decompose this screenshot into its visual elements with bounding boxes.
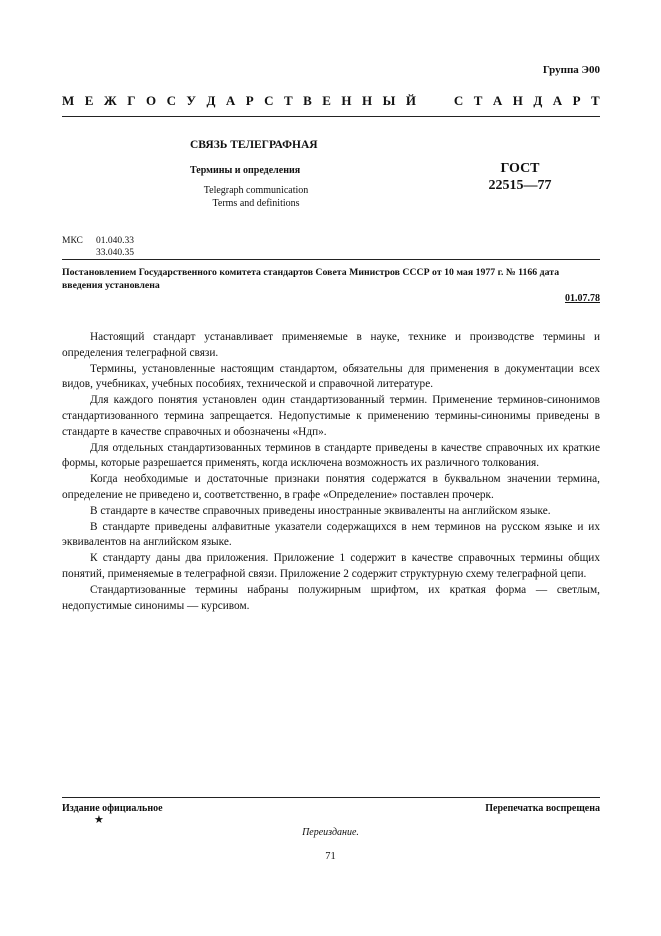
- effective-date: 01.07.78: [565, 293, 600, 304]
- footer-rule: [62, 797, 600, 798]
- banner-letter: Н: [341, 93, 352, 108]
- header-rule: [62, 116, 600, 117]
- banner-letter: С: [166, 93, 176, 108]
- banner-letter: Й: [405, 93, 416, 108]
- banner-letter: Р: [572, 93, 581, 108]
- mks-label: МКС: [62, 236, 83, 246]
- mks-code: 33.040.35: [96, 248, 134, 258]
- banner-letter: Г: [127, 93, 136, 108]
- banner-letter: Е: [322, 93, 331, 108]
- banner-letter: В: [303, 93, 312, 108]
- body-paragraph: Стандартизованные термины набраны полужирным шрифтом, их краткая форма — светлым, недопустимые синонимы — курсивом.: [62, 583, 600, 612]
- banner-letter: Т: [473, 93, 483, 108]
- page-number: 71: [325, 851, 336, 862]
- english-title-line2: Terms and definitions: [212, 198, 300, 209]
- banner-letter: А: [225, 93, 236, 108]
- banner-letter: Н: [362, 93, 373, 108]
- official-edition-label: Издание официальное: [62, 803, 163, 814]
- body-paragraph: В стандарте в качестве справочных приведены иностранные эквиваленты на английском языке.: [90, 504, 551, 517]
- banner-letter: Н: [512, 93, 523, 108]
- mks-code: 01.040.33: [96, 236, 134, 246]
- banner-letter: Ы: [382, 93, 396, 108]
- body-paragraph: Термины, установленные настоящим стандартом, обязательны для применения в документации всех видов, учебниках, учебных пособиях, технической и справочной литературе.: [62, 362, 600, 391]
- banner-letter: У: [186, 93, 196, 108]
- english-title-line1: Telegraph communication: [203, 185, 309, 196]
- banner-letter: А: [552, 93, 563, 108]
- banner-letter: Е: [84, 93, 94, 108]
- reprint-prohibited-label: Перепечатка воспрещена: [485, 803, 600, 814]
- reissue-note: Переиздание.: [302, 827, 359, 838]
- banner-letter: Ж: [103, 93, 117, 108]
- banner-letter: Д: [533, 93, 543, 108]
- decree-text: Постановлением Государственного комитета стандартов Совета Министров СССР от 10 мая 1977 г. № 1166 дата введения установлена: [62, 267, 560, 291]
- banner-letter: С: [453, 93, 464, 108]
- english-title: [190, 184, 322, 210]
- document-title: СВЯЗЬ ТЕЛЕГРАФНАЯ: [190, 139, 318, 151]
- banner-letter: [440, 93, 443, 109]
- body-paragraph: Для отдельных стандартизованных терминов в стандарте приведены в качестве справочных их краткие формы, которые разрешается применять, когда исключена возможность их различного толкования.: [62, 441, 600, 470]
- standard-banner: [62, 93, 600, 109]
- banner-letter: С: [264, 93, 274, 108]
- gost-number: 22515—77: [488, 178, 552, 193]
- mks-codes: [62, 235, 134, 258]
- banner-letter: Р: [245, 93, 254, 108]
- banner-letter: Д: [206, 93, 216, 108]
- group-label: Группа Э00: [542, 64, 600, 76]
- banner-letter: Т: [591, 93, 600, 108]
- banner-letter: М: [62, 93, 75, 108]
- banner-letter: А: [492, 93, 503, 108]
- body-paragraph: К стандарту даны два приложения. Приложение 1 содержит в качестве справочных термины общих понятий, применяемые в телеграфной связи. Приложение 2 содержит структурную схему телеграфной цепи.: [62, 552, 600, 580]
- mks-code-list: [96, 235, 134, 259]
- star-icon: ★: [94, 814, 104, 826]
- body-paragraph: В стандарте приведены алфавитные указатели содержащихся в нем терминов на русском языке и их эквивалентов на английском языке.: [62, 520, 600, 549]
- banner-letter: О: [145, 93, 157, 108]
- body-text: [62, 330, 600, 614]
- banner-letter: Т: [284, 93, 293, 108]
- gost-label: ГОСТ: [500, 161, 540, 176]
- document-subtitle: Термины и определения: [190, 165, 301, 176]
- body-paragraph: Для каждого понятия установлен один стандартизованный термин. Применение терминов-синонимов стандартизованного термина запрещается. Недопустимые к применению термины-синонимы приведены в стандарте в качестве справочных и обозначены «Ндп».: [62, 394, 600, 438]
- body-paragraph: Настоящий стандарт устанавливает применяемые в науке, технике и производстве термины и определения телеграфной связи.: [62, 331, 600, 359]
- decree-rule: [62, 259, 600, 260]
- gost-designation: [468, 160, 572, 194]
- banner-letter: [426, 93, 429, 109]
- body-paragraph: Когда необходимые и достаточные признаки понятия содержатся в буквальном значении термина, определение не приведено и, соответственно, в графе «Определение» поставлен прочерк.: [62, 473, 600, 501]
